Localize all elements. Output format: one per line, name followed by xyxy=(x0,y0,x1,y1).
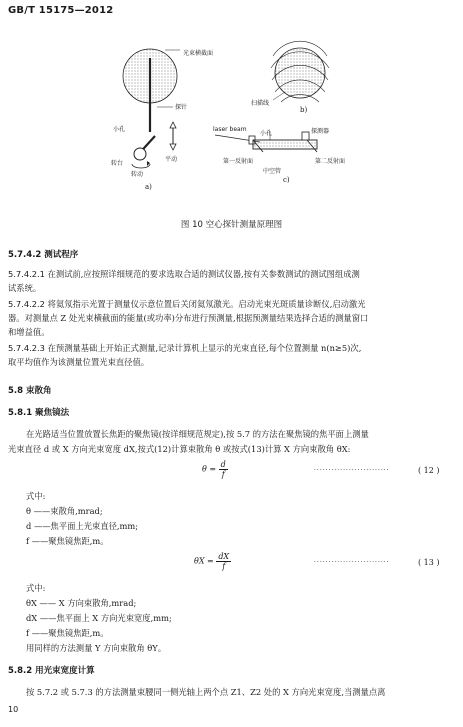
label-second-reflector: 第二反射面 xyxy=(315,158,346,165)
panel-b-label: b) xyxy=(300,106,308,114)
label-translate: 平动 xyxy=(165,156,178,163)
panel-a-drawing xyxy=(123,49,180,168)
para-57422-line1 xyxy=(8,298,366,312)
label-small-hole-c: 小孔 xyxy=(260,130,273,137)
eq13-numerator: dX xyxy=(218,552,230,561)
para-57422-text: 将氦氖指示光置于测量仪示意位置后关闭氦氖激光。启动光束光斑质量诊断仪,启动激光 xyxy=(47,299,366,309)
label-turntable: 转台 xyxy=(111,160,124,167)
para-57421-line1 xyxy=(8,268,360,282)
section-581-title: 5.8.1 聚焦镜法 xyxy=(8,408,70,418)
label-small-hole-a: 小孔 xyxy=(113,126,126,133)
section-58-title: 5.8 束散角 xyxy=(8,386,52,396)
para-581-line1: 在光路适当位置放置长焦距的聚焦镜(按详细规范规定),按 5.7 的方法在聚焦镜的焦平面上测量 xyxy=(26,429,369,439)
para-57423-text: 在预测量基础上开始正式测量,记录计算机上显示的光束直径,每个位置测量 n(n≥5)次, xyxy=(47,343,362,353)
equation-13 xyxy=(194,552,231,571)
where1-heading: 式中: xyxy=(26,491,46,501)
label-beam-section: 光束横截面 xyxy=(183,50,214,57)
eq12-lhs: θ = xyxy=(202,464,217,474)
figure-caption: 图 10 空心探针测量原理图 xyxy=(180,220,283,230)
eq12-leader-dots: ·························· xyxy=(314,467,390,474)
where2-item-f: f ——聚焦镜焦距,m。 xyxy=(26,628,109,638)
para-57423-number: 5.7.4.2.3 xyxy=(8,343,45,353)
para-581-line2: 光束直径 d 或 X 方向光束宽度 dX,按式(12)计算束散角 θ 或按式(13)计算 X 方向束散角 θX: xyxy=(8,444,351,454)
eq12-number: ( 12 ) xyxy=(418,466,440,475)
para-57422-number: 5.7.4.2.2 xyxy=(8,299,45,309)
label-scan-line: 扫描线 xyxy=(251,100,270,107)
para-57421-number: 5.7.4.2.1 xyxy=(8,269,45,279)
eq13-fraction xyxy=(216,552,231,571)
label-probe: 探针 xyxy=(175,104,188,111)
para-57423-line1 xyxy=(8,342,361,356)
page-number: 10 xyxy=(8,705,19,714)
figure-10 xyxy=(95,28,365,193)
where1-item-theta: θ ——束散角,mrad; xyxy=(26,506,103,516)
panel-c-label: c) xyxy=(283,176,290,184)
standard-code: GB/T 15175—2012 xyxy=(8,5,114,16)
label-rotate: 转动 xyxy=(131,171,144,178)
eq12-numerator: d xyxy=(220,460,226,469)
para-57423-line2: 取平均值作为该测量位置光束直径值。 xyxy=(8,357,150,367)
section-582-title: 5.8.2 用光束宽度计算 xyxy=(8,666,95,676)
where2-note-y: 用同样的方法测量 Y 方向束散角 θY。 xyxy=(26,643,167,653)
where2-item-dx: dX ——焦平面上 X 方向光束宽度,mm; xyxy=(26,613,172,623)
para-57421-text: 在测试前,应按照详细规范的要求选取合适的测试仪器,按有关参数测试的测试图组成测 xyxy=(47,269,360,279)
para-57421-line2: 试系统。 xyxy=(8,283,42,293)
para-582-line1: 按 5.7.2 或 5.7.3 的方法测量束腰同一侧光轴上两个点 Z1、Z2 处的 X 方向光束宽度,当测量点离 xyxy=(26,687,386,697)
eq13-denominator: f xyxy=(222,562,226,571)
label-detector: 探测器 xyxy=(311,128,330,135)
eq13-number: ( 13 ) xyxy=(418,558,440,567)
eq13-leader-dots: ·························· xyxy=(314,559,390,566)
para-57422-line2: 器。对测量点 Z 处光束横截面的能量(或功率)分布进行预测量,根据预测量结果选择合适的测量窗口 xyxy=(8,313,369,323)
eq13-lhs: θX = xyxy=(194,556,214,566)
where2-item-thetax: θX —— X 方向束散角,mrad; xyxy=(26,598,137,608)
panel-b-drawing xyxy=(271,41,329,102)
equation-12 xyxy=(202,460,228,479)
label-first-reflector: 第一反射面 xyxy=(223,158,254,165)
panel-a-label: a) xyxy=(145,183,152,191)
where1-item-d: d ——焦平面上光束直径,mm; xyxy=(26,521,139,531)
eq12-fraction xyxy=(219,460,228,479)
label-laser-beam: laser beam xyxy=(213,126,247,133)
label-hollow-tube: 中空管 xyxy=(263,168,282,175)
para-57422-line3: 和增益值。 xyxy=(8,327,50,337)
section-5742-title: 5.7.4.2 测试程序 xyxy=(8,250,79,260)
where1-item-f: f ——聚焦镜焦距,m。 xyxy=(26,536,109,546)
where2-heading: 式中: xyxy=(26,583,46,593)
eq12-denominator: f xyxy=(221,470,225,479)
